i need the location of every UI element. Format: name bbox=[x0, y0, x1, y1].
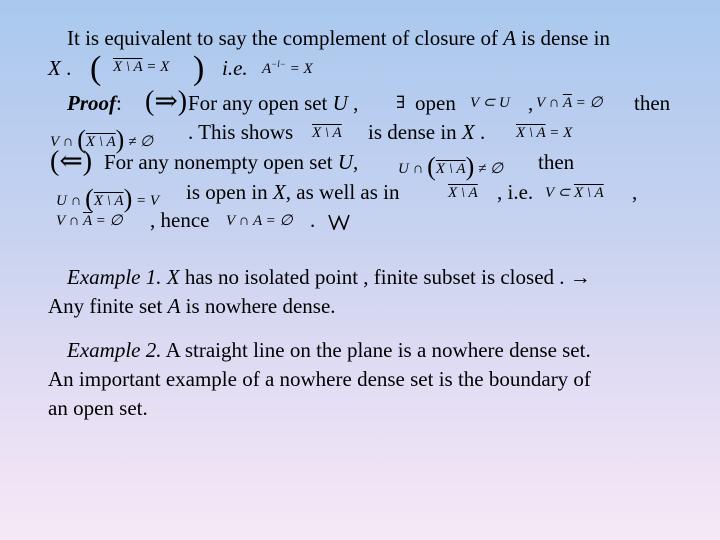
intro-ie: i.e. bbox=[222, 56, 248, 80]
example1-line2: Any finite set A is nowhere dense. bbox=[48, 294, 336, 318]
proof-line3-text: For any nonempty open set U, bbox=[104, 150, 359, 174]
qed-mark-icon bbox=[328, 214, 350, 235]
proof-comma: , bbox=[528, 91, 534, 115]
formula-u-cap-complement-equals-v: U ∩ (X \ A) = V bbox=[56, 184, 160, 213]
exists-symbol: ∃ bbox=[396, 93, 406, 112]
formula-x-minus-a: X \ A bbox=[312, 125, 342, 141]
intro-line1: It is equivalent to say the complement of closure of A is dense in bbox=[67, 26, 610, 50]
example2-line2: An important example of a nowhere dense set is the boundary of bbox=[48, 367, 591, 391]
formula-v-subset-u: V ⊂ U bbox=[470, 95, 510, 111]
example2-line1: Example 2. A straight line on the plane is a nowhere dense set. bbox=[67, 338, 591, 362]
proof-line1-text: For any open set U , bbox=[188, 91, 359, 115]
proof-comma-2: , bbox=[632, 180, 638, 204]
proof-forward-arrow: (⇒) bbox=[145, 86, 188, 117]
proof-line2-text: . This shows bbox=[188, 120, 294, 144]
intro-formula-1: X \ A = X bbox=[113, 59, 170, 75]
proof-end-dot: . bbox=[310, 208, 316, 232]
proof-line5-text: , hence bbox=[150, 208, 210, 232]
intro-formula-2: $A^{-l-} = X$ bbox=[262, 59, 313, 77]
proof-ie-2: , i.e. bbox=[497, 180, 534, 204]
intro-formula-paren-open: ( bbox=[90, 50, 102, 87]
formula-x-minus-a-equals-x: X \ A = X bbox=[516, 125, 573, 141]
intro-var-x: X . bbox=[48, 56, 72, 80]
proof-line4-text: is open in X, as well as in bbox=[186, 180, 400, 204]
formula-v-cap-a-2: V ∩ $\overline{A}$ = ∅ bbox=[56, 213, 123, 229]
example1-line1: Example 1. X has no isolated point , finite subset is closed . → bbox=[67, 265, 591, 289]
intro-formula-paren-close: ) bbox=[193, 50, 205, 87]
formula-v-cap-a-3: V ∩ A = ∅ bbox=[226, 213, 293, 229]
formula-v-subset-complement: V ⊂ X \ A bbox=[545, 185, 604, 201]
example2-line3: an open set. bbox=[48, 396, 148, 420]
proof-line2-dense: is dense in X . bbox=[368, 120, 486, 144]
proof-backward-arrow: (⇐) bbox=[50, 146, 93, 177]
proof-open-word: open bbox=[415, 91, 456, 115]
formula-v-cap-complement: V ∩ (X \ A) ≠ ∅ bbox=[50, 125, 154, 154]
proof-then-2: then bbox=[538, 150, 575, 174]
proof-then-1: then bbox=[634, 91, 671, 115]
formula-u-cap-complement: U ∩ (X \ A) ≠ ∅ bbox=[398, 152, 504, 181]
proof-line1: Proof: bbox=[67, 91, 122, 115]
formula-v-cap-a-1: V ∩ $\overline{A}$ = ∅ bbox=[536, 95, 603, 111]
formula-x-minus-a-2: X \ A bbox=[448, 185, 478, 201]
